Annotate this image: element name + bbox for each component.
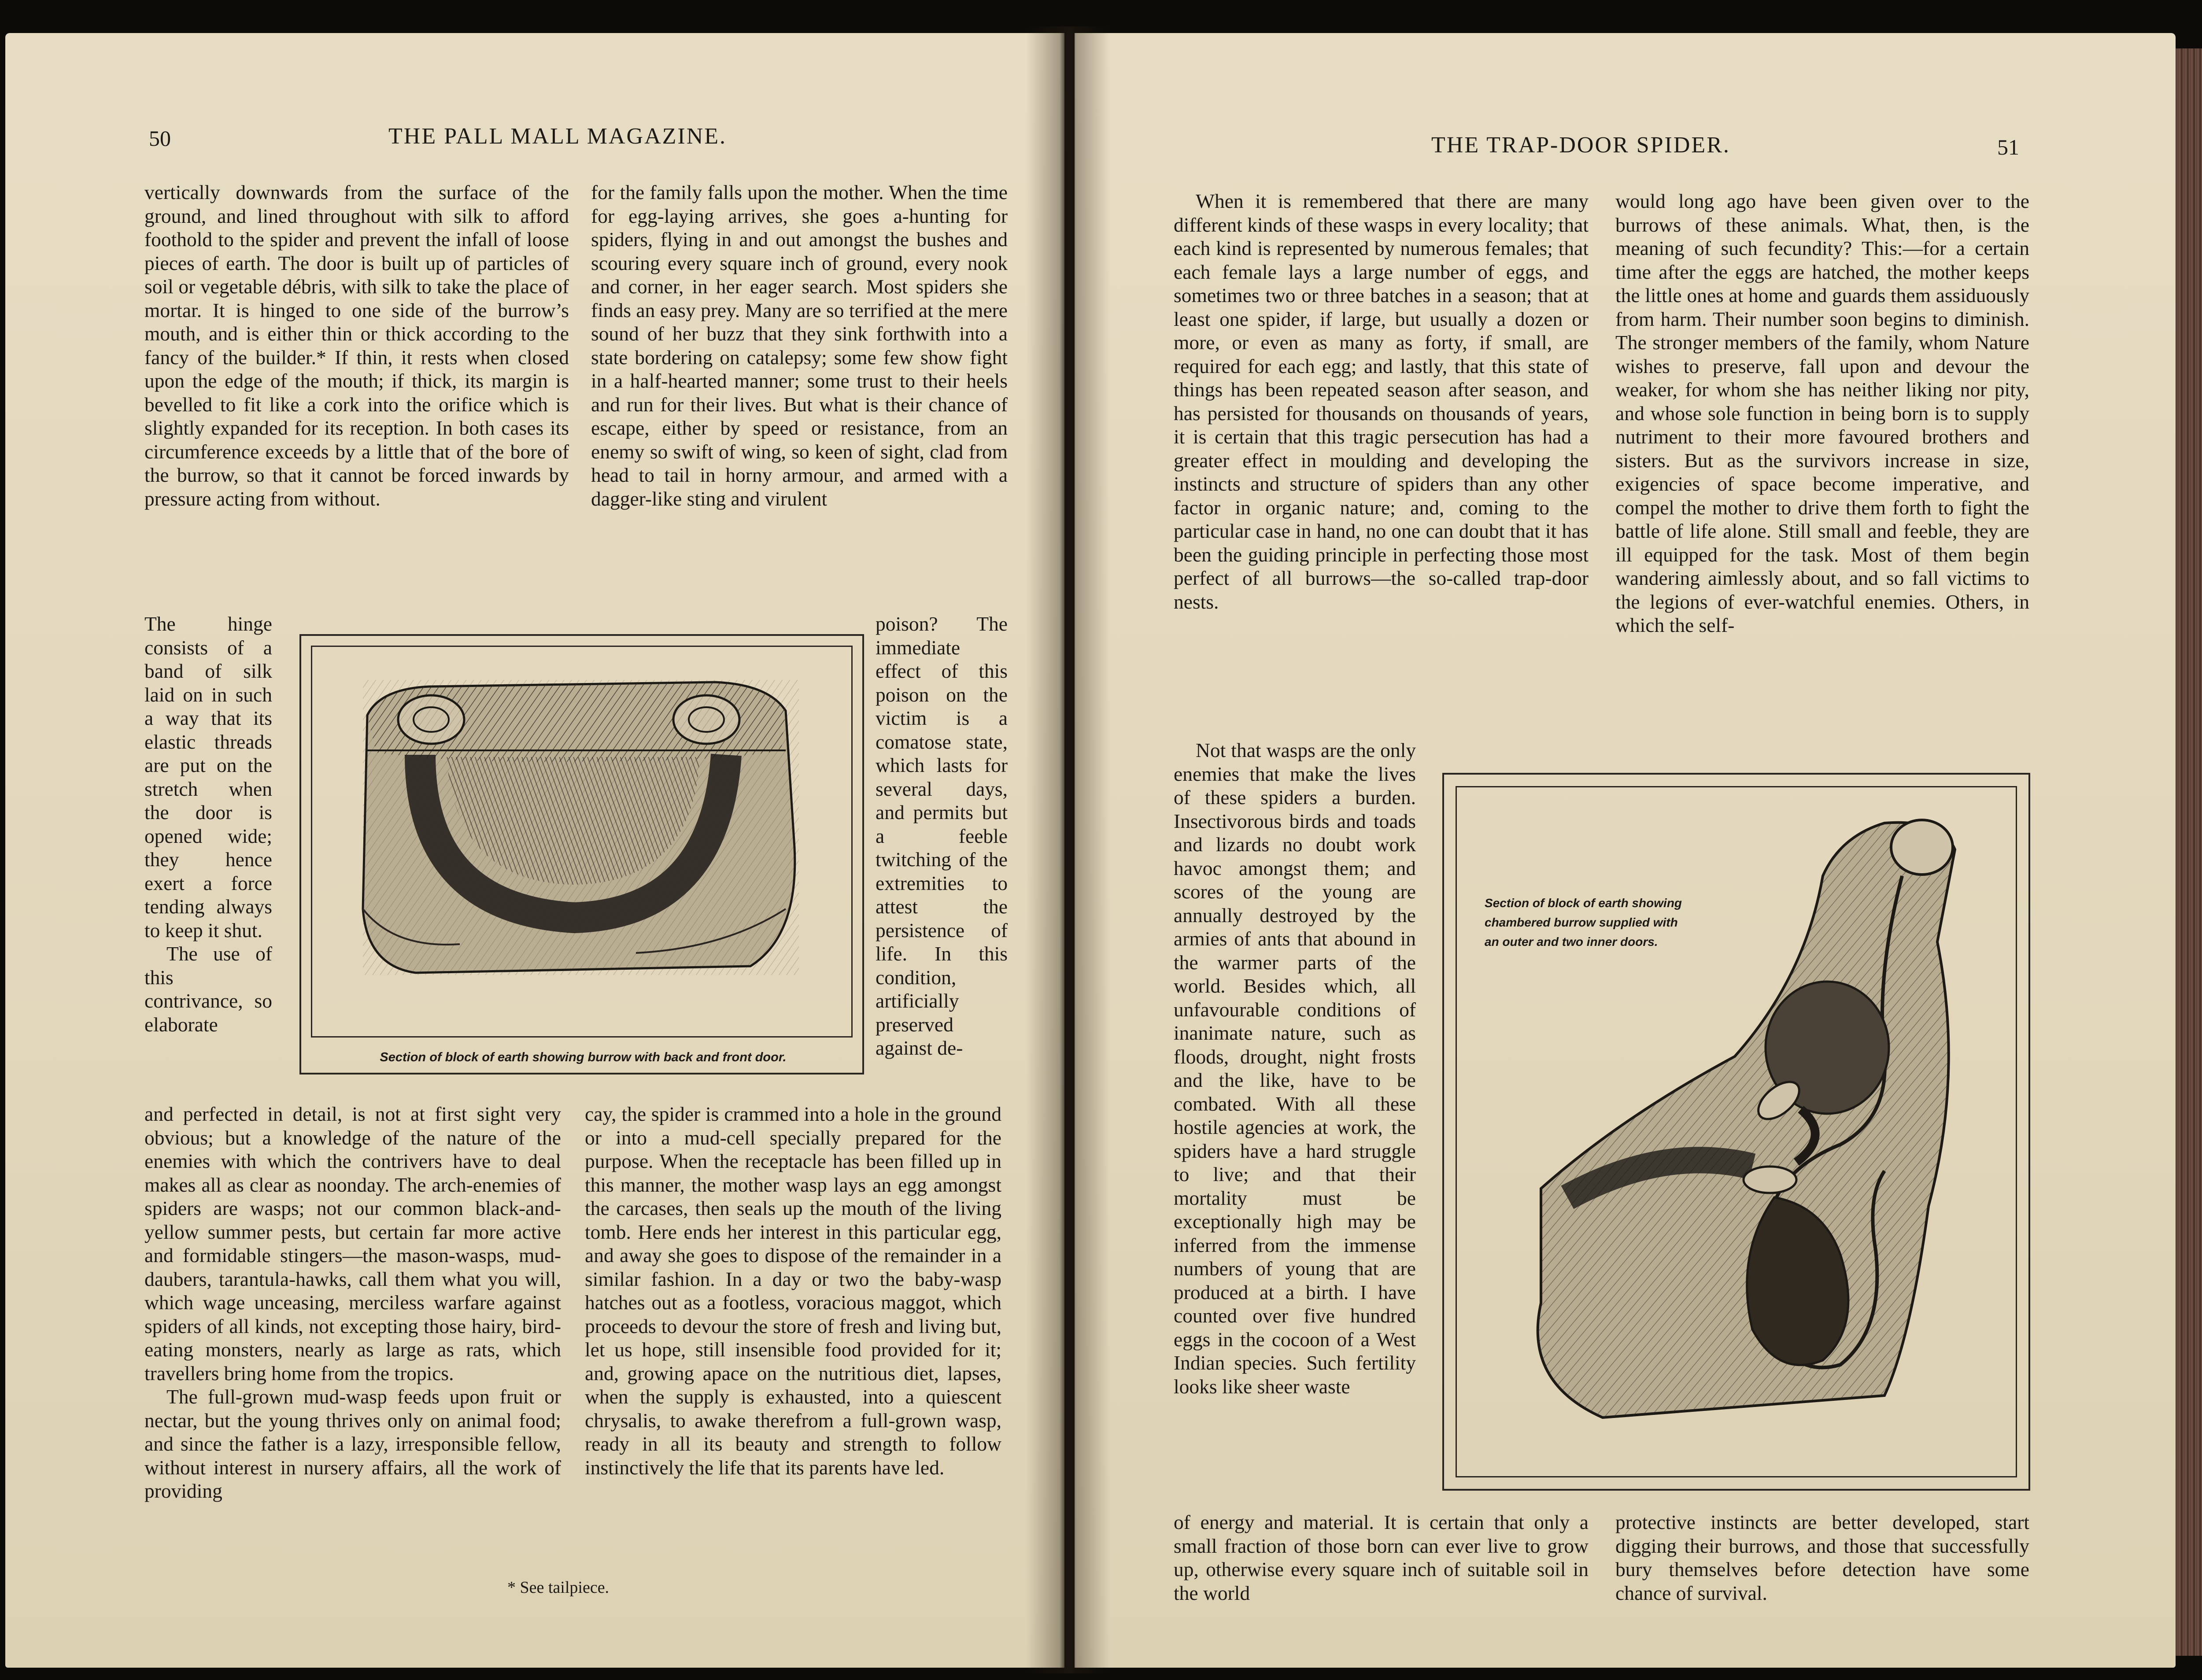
paragraph: and perfected in detail, is not at first sight very obvious; but a knowledge of the nature of the enemies with which the contrivers have to deal makes all as clear as noonday. The arch-enemies of spiders are wasps; not our common black-and-yellow summer pests, but certain far more active and formidable stingers—the mason-wasps, mud-daubers, tarantula-hawks, call them what you will, which wage unceasing, merciless warfare against spiders of all kinds, not excepting those hairy, bird-eating monsters, nearly as large as rats, which travellers bring home from the tropics. [144, 1103, 561, 1385]
paragraph: poison? The immediate effect of this poison on the victim is a comatose state, which lasts for several days, and permits but a feeble twitching of the extremities to attest the persistence of life. In this condition, artificially preserved against de- [876, 613, 1008, 1059]
page-number: 51 [1997, 135, 2019, 159]
running-head: THE PALL MALL MAGAZINE. [388, 124, 727, 149]
paragraph: would long ago have been given over to the burrows of these animals. What, then, is the meaning of such fecundity? This:—for a certain time after the eggs are hatched, the mother keeps the little ones at home and guards them assiduously from harm. Their number soon begins to diminish. The stronger members of the family, whom Nature wishes to preserve, fall upon and devour the weaker, for whom she has neither liking nor pity, and whose sole function in being born is to supply nutriment to their more favoured brothers and sisters. But as the survivors increase in size, exigencies of space become imperative, and compel the mother to drive them forth to fight the battle of life alone. Still small and feeble, they are ill equipped for the task. Most of them begin wandering aimlessly about, and so fall victims to the legions of ever-watchful enemies. Others, in which the self- [1615, 190, 2029, 636]
page-number: 50 [149, 126, 171, 151]
left-column-1-top [144, 181, 569, 510]
right-column-1-wrap [1174, 738, 1416, 1398]
paragraph: The full-grown mud-wasp feeds upon fruit or nectar, but the young thrives only on animal food; and since the father is a lazy, irresponsible fellow, without interest in nursery affairs, all the work of providing [144, 1385, 561, 1502]
right-column-1-top [1174, 189, 1589, 613]
paragraph: The use of this contrivance, so elaborate [144, 942, 272, 1036]
left-column-2-top [591, 181, 1008, 510]
running-head: THE TRAP-DOOR SPIDER. [1431, 133, 1730, 158]
footnote: * See tailpiece. [507, 1578, 610, 1597]
paragraph: When it is remembered that there are many different kinds of these wasps in every locality; that each kind is represented by numerous females; that each female lays a large number of eggs, and sometimes two or three batches in a season; that at least one spider, if large, but usually a dozen or more, or even as many as forty, if small, are required for each egg; and lastly, that this state of things has been repeated season after season, and has persisted for thousands on thousands of years, it is certain that this tragic persecution has had a greater effect in moulding and developing the instincts and structure of spiders than any other factor in organic nature; and, coming to the particular case in hand, no one can doubt that it has been the guiding principle in perfecting those most perfect of all burrows—the so-called trap-door nests. [1174, 190, 1589, 613]
right-column-1-bottom [1174, 1510, 1589, 1605]
paragraph: Not that wasps are the only enemies that make the lives of these spiders a burden. Insectivorous birds and toads and lizards no doubt work havoc amongst them; and scores of the young are annually destroyed by the armies of ants that abound in the warmer parts of the world. Besides which, all unfavourable conditions of inanimate nature, such as floods, drought, night frosts and the like, have to be combated. With all these hostile agencies at work, the spiders have a hard struggle to live; and that their mortality must be exceptionally high may be inferred from the immense numbers of young that are produced at a birth. I have counted over five hundred eggs in the cocoon of a West Indian species. Such fertility looks like sheer waste [1174, 739, 1416, 1398]
paragraph: for the family falls upon the mother. When the time for egg-laying arrives, she goes a-hunting for spiders, flying in and out amongst the bushes and scouring every square inch of ground, every nook and corner, in her eager search. Most spiders she finds an easy prey. Many are so terrified at the mere sound of her buzz that they sink forthwith into a state bordering on catalepsy; some few show fight in a half-hearted manner; some trust to their heels and run for their lives. But what is their chance of escape, either by speed or resistance, from an enemy so swift of wing, so keen of sight, clad from head to tail in horny armour, and armed with a dagger-like sting and virulent [591, 181, 1008, 510]
paragraph: vertically downwards from the surface of the ground, and lined throughout with silk to afford foothold to the spider and prevent the infall of loose pieces of earth. The door is built up of particles of soil or vegetable débris, with silk to take the place of mortar. It is hinged to one side of the burrow’s mouth, and is either thin or thick according to the fancy of the builder.* If thin, it rests when closed upon the edge of the mouth; if thick, its margin is bevelled to fit like a cork into the orifice which is slightly expanded for its reception. In both cases its circumference exceeds by a little that of the bore of the burrow, so that it cannot be forced inwards by pressure acting from without. [144, 181, 569, 510]
earth-block-drawing [328, 662, 839, 1010]
left-column-1-wrap [144, 612, 272, 1036]
right-page [1075, 33, 2176, 1668]
figure-caption: Section of block of earth showing chambered burrow supplied with an outer and two inner doors. [1485, 896, 1682, 949]
left-column-2-bottom [585, 1102, 1001, 1479]
left-page [5, 33, 1064, 1668]
figure-chambered-burrow [1442, 773, 2030, 1491]
paragraph: cay, the spider is crammed into a hole in the ground or into a mud-cell specially prepared for the purpose. When the receptacle has been filled up in this manner, the mother wasp lays an egg amongst the carcases, then seals up the mouth of the living tomb. Here ends her interest in this particular egg, and away she goes to dispose of the remainder in a similar fashion. In a day or two the baby-wasp hatches out as a footless, voracious maggot, which proceeds to devour the store of fresh and living but, let us hope, still insensible food provided for it; and, growing apace on the nutritious diet, lapses, when the supply is exhausted, into a quiescent chrysalis, to awake therefrom a full-grown wasp, ready in all its beauty and strength to follow instinctively the life that its parents have led. [585, 1103, 1001, 1479]
book-gutter [1026, 26, 1110, 1673]
figure-burrow-illustration [299, 634, 864, 1074]
right-column-2-bottom [1615, 1510, 2029, 1605]
chambered-burrow-drawing [1488, 810, 1999, 1453]
paragraph: protective instincts are better developed, start digging their burrows, and those that successfully bury themselves before detection have some chance of survival. [1615, 1511, 2029, 1604]
left-column-1-bottom [144, 1102, 561, 1503]
figure-caption: Section of block of earth showing burrow with back and front door. [380, 1050, 787, 1064]
left-column-2-wrap [876, 612, 1008, 1060]
right-column-2-top [1615, 189, 2029, 637]
paragraph: The hinge consists of a band of silk laid on in such a way that its elastic threads are put on the stretch when the door is opened wide; they hence exert a force tending always to keep it shut. [144, 613, 272, 942]
page-edges [2171, 48, 2202, 1656]
paragraph: of energy and material. It is certain that only a small fraction of those born can ever live to grow up, otherwise every square inch of suitable soil in the world [1174, 1511, 1589, 1604]
